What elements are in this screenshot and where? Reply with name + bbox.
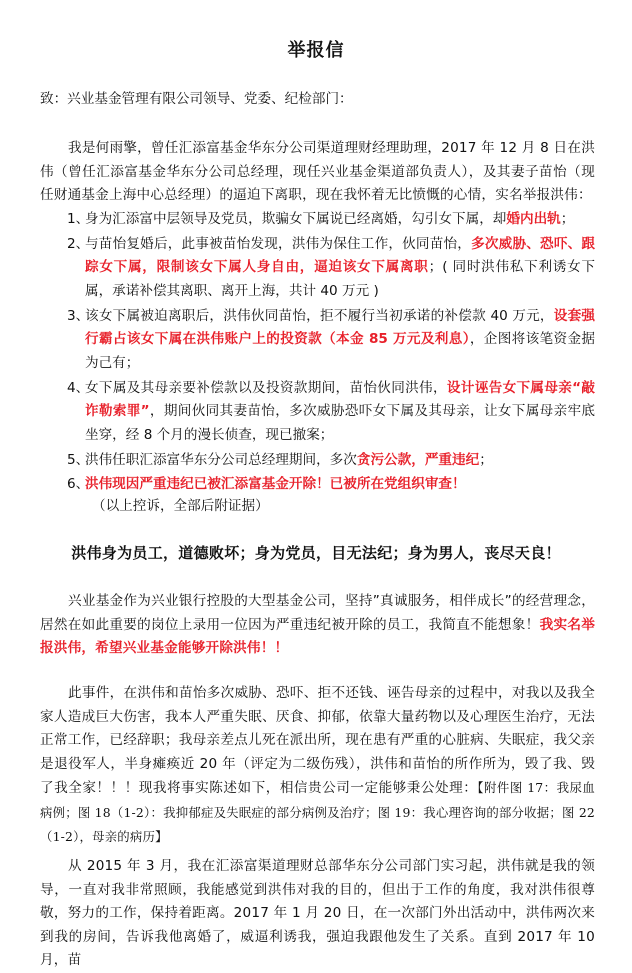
xingye-demand: 我实名举报洪伟，希望兴业基金能够开除洪伟！！	[40, 616, 595, 656]
list-item	[40, 473, 595, 497]
item-number: 2、	[67, 235, 90, 252]
accusation-list	[40, 208, 595, 498]
item-text: 洪伟任职汇添富华东分公司总经理期间，多次	[85, 451, 357, 468]
item-number: 6、	[67, 476, 90, 493]
harm-paragraph	[40, 682, 595, 850]
intro-paragraph: 我是何雨擎，曾任汇添富基金华东分公司渠道理财经理助理，2017 年 12 月 8 日在洪伟（曾任汇添富基金华东分公司总经理，现任兴业基金渠道部负责人），及其妻子苗怡（现任财通基金上海中心总经理）的逼迫下离职，现在我怀着无比愤慨的心情，实名举报洪伟：	[40, 140, 595, 203]
xingye-text: 兴业基金作为兴业银行控股的大型基金公司，坚持”真诚服务，相伴成长”的经营理念，居然在如此重要的岗位上录用一位因为严重违纪被开除的员工，我简直不能想象！	[40, 593, 595, 633]
xingye-paragraph	[40, 590, 595, 661]
list-item	[40, 377, 595, 448]
item-number: 5、	[67, 451, 90, 468]
item-text: 身为汇添富中层领导及党员，欺骗女下属说已经离婚，勾引女下属，却	[85, 211, 507, 227]
item-text-tail: ，企图将该笔资金据为己有；	[85, 331, 595, 371]
story-paragraph: 从 2015 年 3 月，我在汇添富渠道理财总部华东分公司部门实习起，洪伟就是我的领导，一直对我非常照顾，我能感觉到洪伟对我的目的，但出于工作的角度，我对洪伟很尊敬，努力的工作，保持着距离。2017 年 1 月 20 日，在一次部门外出活动中，洪伟两次来到我的房间，告诉我他离婚了，威逼利诱我，强迫我跟他发生了关系。直到 2017 年 10 月，苗	[40, 858, 595, 968]
harm-text: 此事件，在洪伟和苗怡多次威胁、恐吓、拒不还钱、诬告母亲的过程中，对我以及我全家人造成巨大伤害，我本人严重失眠、厌食、抑郁，依靠大量药物以及心理医生治疗，无法正常工作，已经辞职；我母亲差点儿死在派出所，现在患有严重的心脏病、失眠症，我父亲是退役军人，半身瘫痪近 20 年（评定为二级伤残），洪伟和苗怡的所作所为，毁了我、毁了我全家！！！现我将事实陈述如下，相信贵公司一定能够秉公处理：	[40, 685, 595, 796]
item-highlight: 多次威胁、恐吓、跟踪女下属，限制该女下属人身自由，逼迫该女下属离职	[85, 235, 595, 276]
item-number: 1、	[67, 211, 90, 227]
item-text: 与苗怡复婚后，此事被苗怡发现，洪伟为保住工作，伙同苗怡，	[85, 235, 472, 252]
item-text-tail: ，期间伙同其妻苗怡，多次威胁恐吓女下属及其母亲，让女下属母亲牢底坐穿，经 8 个月的漫长侦查，现已撤案；	[85, 403, 595, 443]
attachment-note: 【附件图 17：我尿血病例；图 18（1-2）：我抑郁症及失眠症的部分病例及治疗；图 19：我心理咨询的部分收据；图 22（1-2），母亲的病历】	[40, 780, 595, 844]
slogan-heading: 洪伟身为员工，道德败坏；身为党员，目无法纪；身为男人，丧尽天良！	[71, 544, 561, 562]
item-text: 女下属及其母亲要补偿款以及投资款期间，苗怡伙同洪伟，	[85, 379, 447, 396]
item-text: 该女下属被迫离职后，洪伟伙同苗怡，拒不履行当初承诺的补偿款 40 万元，	[85, 307, 554, 324]
list-item	[40, 449, 595, 473]
item-text-tail: ；( 同时洪伟私下利诱女下属，承诺补偿其离职、离开上海，共计 40 万元 )	[85, 259, 595, 299]
item-text-tail: ；	[560, 211, 575, 227]
item-highlight: 设套强行霸占该女下属在洪伟账户上的投资款（本金 85 万元及利息）	[85, 307, 596, 348]
item-highlight: 洪伟现因严重违纪已被汇添富基金开除！已被所在党组织审查！	[85, 476, 466, 493]
item-highlight: 婚内出轨	[506, 211, 561, 227]
item-number: 3、	[67, 307, 90, 324]
salutation: 致：兴业基金管理有限公司领导、党委、纪检部门：	[40, 91, 353, 107]
item-number: 4、	[67, 379, 90, 396]
list-item	[40, 233, 595, 304]
page-title: 举报信	[287, 40, 345, 61]
item-highlight: 贪污公款，严重违纪	[356, 451, 480, 468]
evidence-note: （以上控诉，全部后附证据）	[92, 498, 269, 514]
item-text-tail: ；	[479, 451, 493, 468]
item-highlight: 设计诬告女下属母亲“敲诈勒索罪”	[85, 379, 596, 420]
list-item	[40, 305, 595, 376]
list-item	[40, 208, 595, 232]
